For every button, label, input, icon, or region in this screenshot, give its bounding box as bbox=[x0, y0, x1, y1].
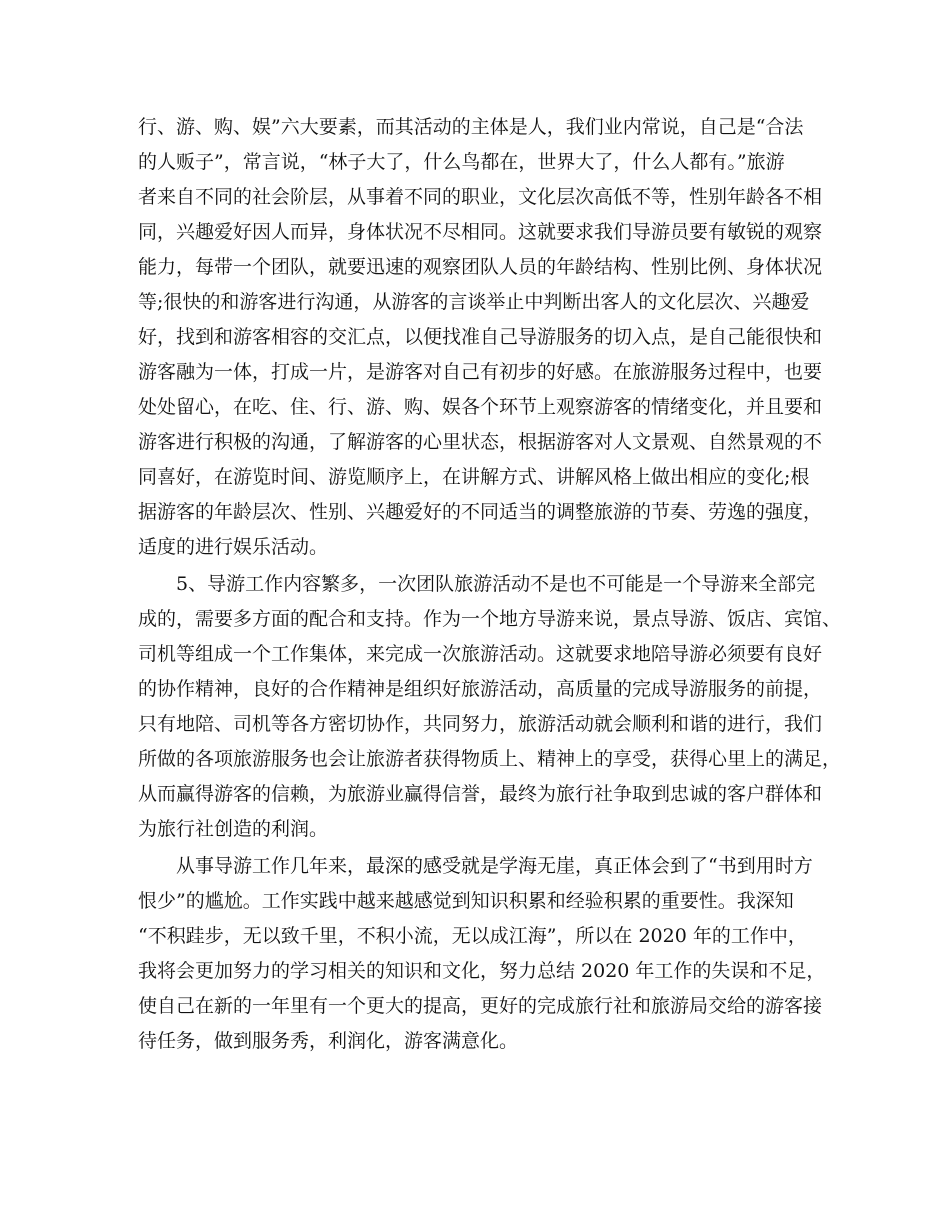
paragraph-3-line-6: 待任务，做到服务秀，利润化，游客满意化。 bbox=[138, 1030, 519, 1052]
paragraph-3-line-3: “不积跬步，无以致千里，不积小流，无以成江海”，所以在 2020 年的工作中， bbox=[138, 925, 807, 947]
paragraph-2-line-2: 成的，需要多方面的配合和支持。作为一个地方导游来说，景点导游、饭店、宾馆、 bbox=[138, 608, 842, 630]
paragraph-1-line-5: 能力，每带一个团队，就要迅速的观察团队人员的年龄结构、性别比例、身体状况 bbox=[138, 256, 823, 278]
paragraph-2-line-1: 5、导游工作内容繁多，一次团队旅游活动不是也不可能是一个导游来全部完 bbox=[176, 573, 816, 595]
paragraph-2-line-3: 司机等组成一个工作集体，来完成一次旅游活动。这就要求地陪导游必须要有良好 bbox=[138, 643, 823, 665]
paragraph-1-line-12: 据游客的年龄层次、性别、兴趣爱好的不同适当的调整旅游的节奏、劳逸的强度， bbox=[138, 501, 823, 523]
paragraph-3-line-2: 恨少”的尴尬。工作实践中越来越感觉到知识积累和经验积累的重要性。我深知 bbox=[138, 890, 794, 912]
paragraph-2-line-8: 为旅行社创造的利润。 bbox=[138, 818, 329, 840]
paragraph-1-line-10: 游客进行积极的沟通，了解游客的心里状态，根据游客对人文景观、自然景观的不 bbox=[138, 431, 823, 453]
paragraph-1-line-6: 等;很快的和游客进行沟通，从游客的言谈举止中判断出客人的文化层次、兴趣爱 bbox=[138, 291, 810, 313]
paragraph-3-line-4: 我将会更加努力的学习相关的知识和文化，努力总结 2020 年工作的失误和不足， bbox=[138, 960, 826, 982]
paragraph-1-line-9: 处处留心，在吃、住、行、游、购、娱各个环节上观察游客的情绪变化，并且要和 bbox=[138, 396, 823, 418]
paragraph-2-line-4: 的协作精神，良好的合作精神是组织好旅游活动，高质量的完成导游服务的前提， bbox=[138, 678, 823, 700]
paragraph-2-line-5: 只有地陪、司机等各方密切协作，共同努力，旅游活动就会顺利和谐的进行，我们 bbox=[138, 713, 823, 735]
paragraph-1-line-3: 者来自不同的社会阶层，从事着不同的职业，文化层次高低不等，性别年龄各不相 bbox=[138, 186, 823, 208]
paragraph-1-line-7: 好，找到和游客相容的交汇点，以便找准自己导游服务的切入点，是自己能很快和 bbox=[138, 326, 823, 348]
paragraph-1-line-13: 适度的进行娱乐活动。 bbox=[138, 536, 329, 558]
paragraph-1-line-11: 同喜好，在游览时间、游览顺序上，在讲解方式、讲解风格上做出相应的变化;根 bbox=[138, 466, 810, 488]
paragraph-1-line-4: 同，兴趣爱好因人而异，身体状况不尽相同。这就要求我们导游员要有敏锐的观察 bbox=[138, 221, 823, 243]
paragraph-2-line-6: 所做的各项旅游服务也会让旅游者获得物质上、精神上的享受，获得心里上的满足， bbox=[138, 748, 842, 770]
paragraph-3-line-1: 从事导游工作几年来，最深的感受就是学海无崖，真正体会到了“书到用时方 bbox=[176, 855, 813, 877]
paragraph-1-line-1: 行、游、购、娱”六大要素，而其活动的主体是人，我们业内常说，自己是“合法 bbox=[138, 116, 804, 138]
paragraph-1-line-2: 的人贩子”，常言说，“林子大了，什么鸟都在，世界大了，什么人都有。”旅游 bbox=[138, 151, 785, 173]
paragraph-3-line-5: 使自己在新的一年里有一个更大的提高，更好的完成旅行社和旅游局交给的游客接 bbox=[138, 995, 823, 1017]
paragraph-2-line-7: 从而赢得游客的信赖，为旅游业赢得信誉，最终为旅行社争取到忠诚的客户群体和 bbox=[138, 783, 823, 805]
paragraph-1-line-8: 游客融为一体，打成一片，是游客对自己有初步的好感。在旅游服务过程中，也要 bbox=[138, 361, 823, 383]
